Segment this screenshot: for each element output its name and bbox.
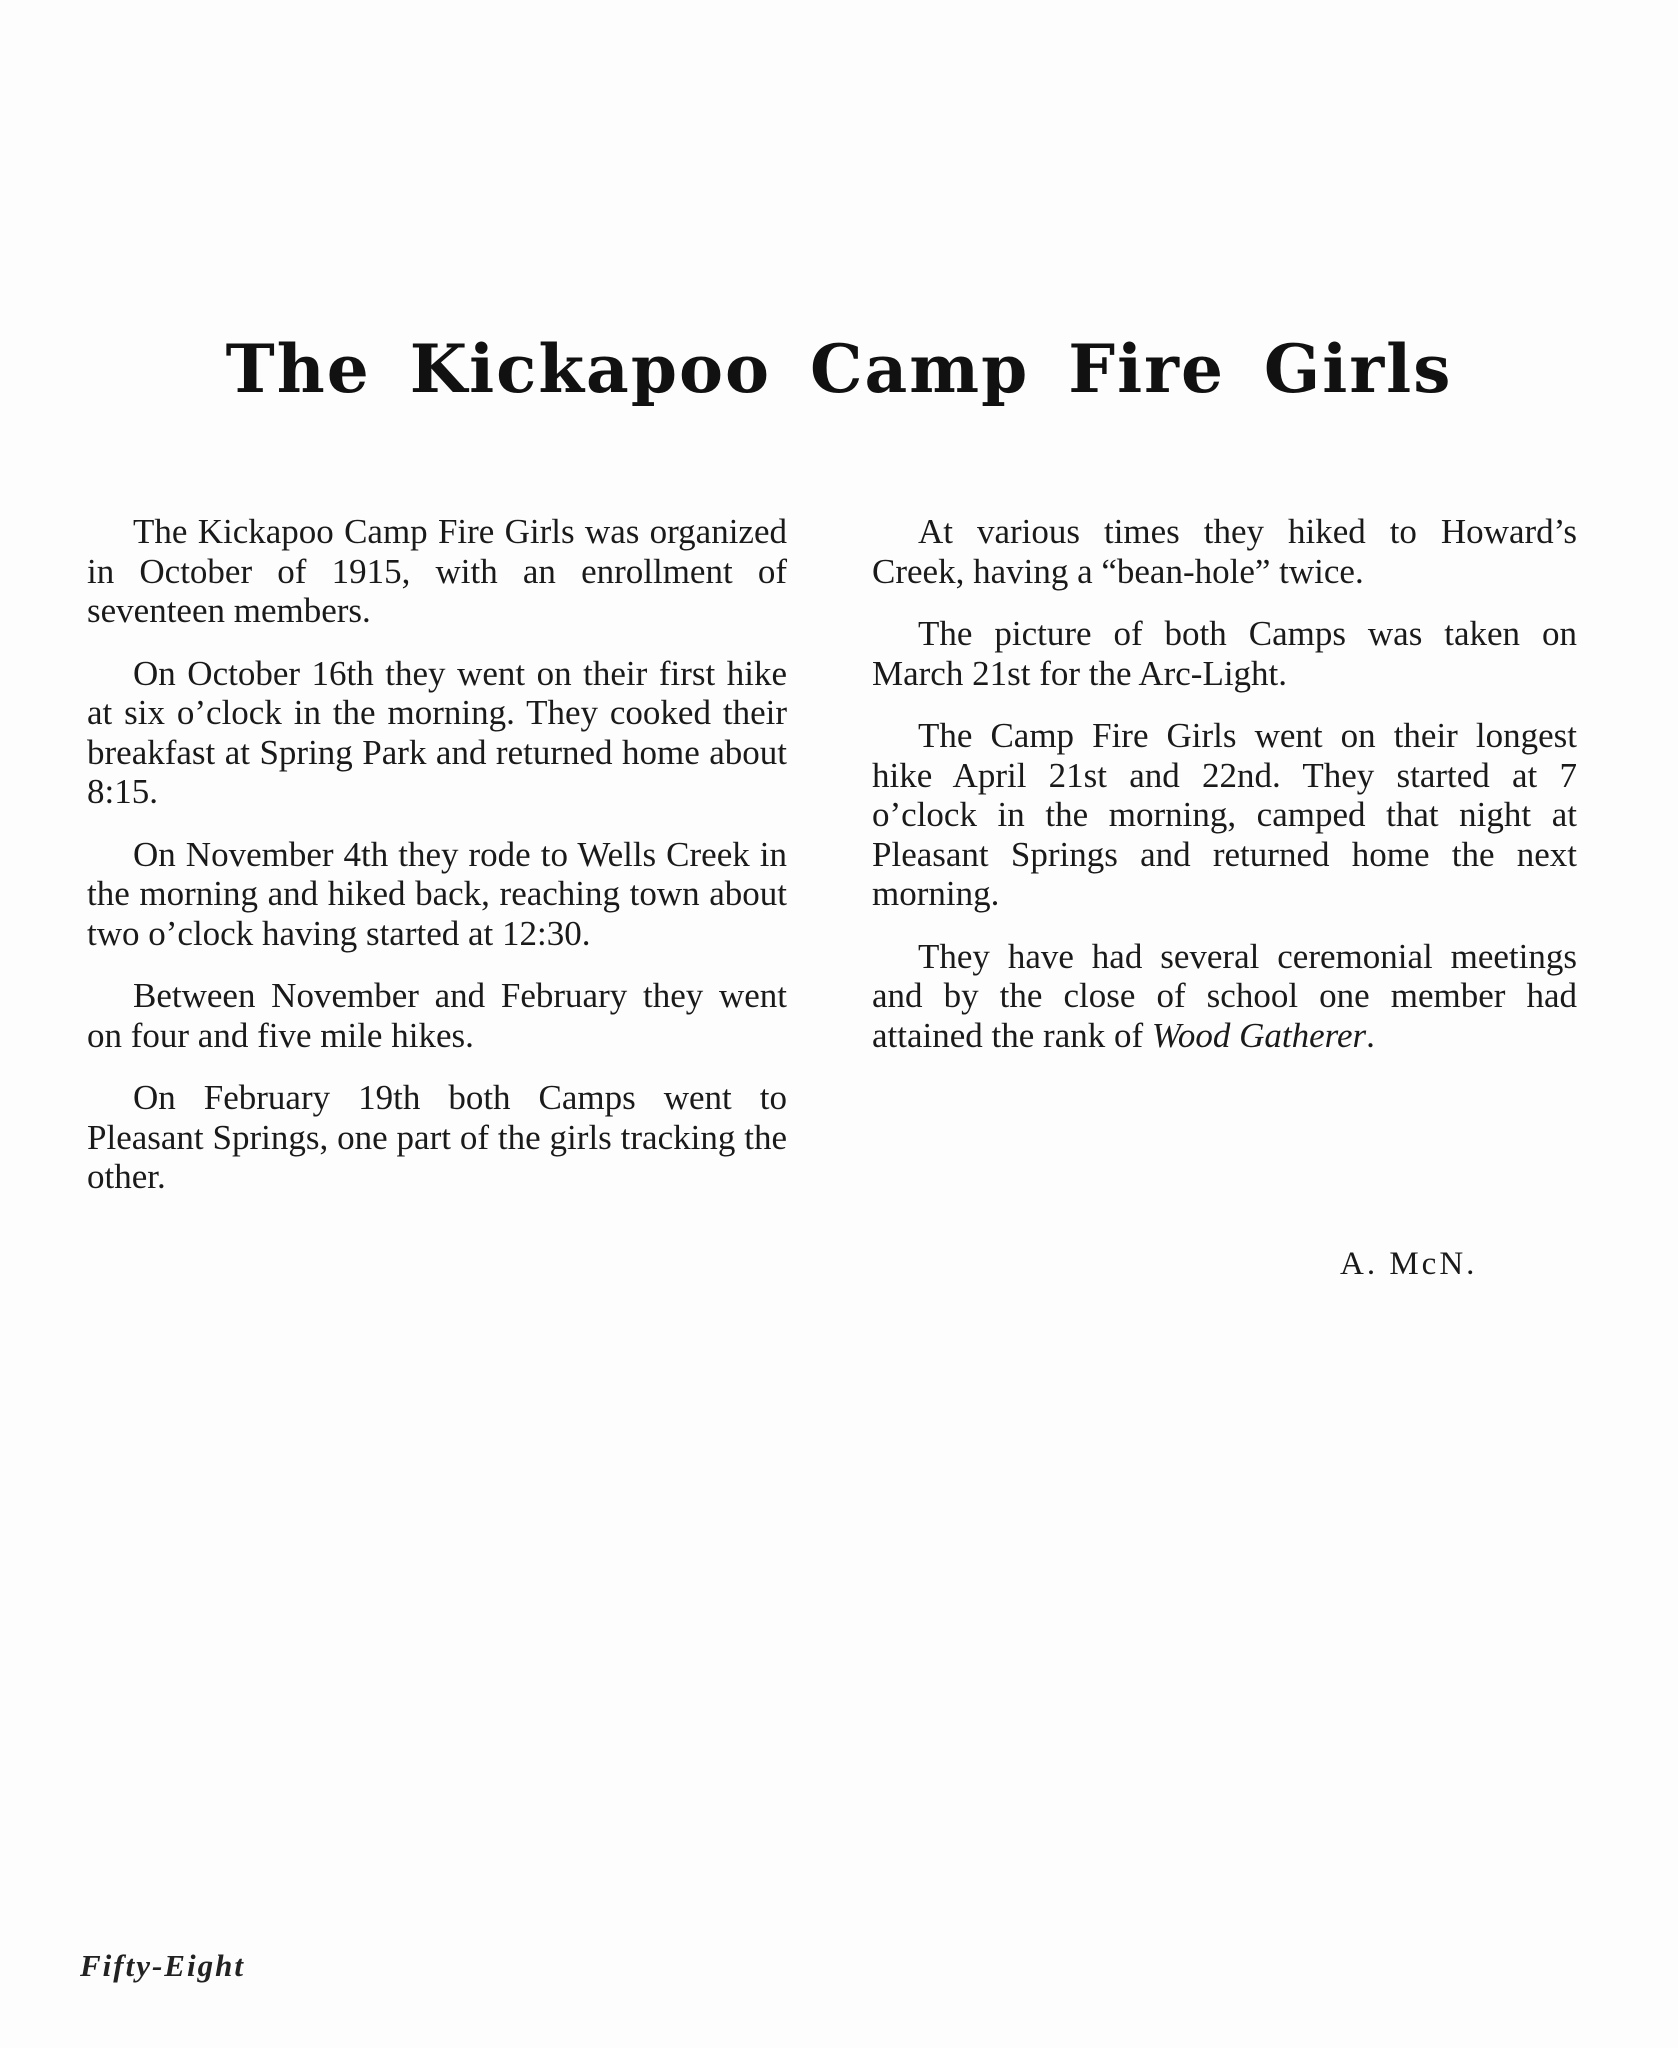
paragraph-wells-creek: On November 4th they rode to Wells Creek in the morning and hiked back, reaching town about two o’clock having started at 12:30.: [87, 834, 787, 953]
ceremonial-text: They have had several ceremonial meetings and by the close of school one member had attained the rank of: [872, 936, 1577, 1055]
article-title: The Kickapoo Camp Fire Girls: [225, 330, 1453, 408]
paragraph-organized: The Kickapoo Camp Fire Girls was organized in October of 1915, with an enrollment of seventeen members.: [87, 512, 787, 630]
left-column: [87, 512, 787, 1220]
right-column: [872, 512, 1577, 1078]
author-signature: A. McN.: [1340, 1246, 1478, 1282]
paragraph-longest-hike: The Camp Fire Girls went on their longest hike April 21st and 22nd. They started at 7 o’clock in the morning, camped that night at Pleasant Springs and returned home the next morning.: [872, 716, 1577, 913]
paragraph-winter-hikes: Between November and February they went on four and five mile hikes.: [87, 976, 787, 1055]
paragraph-pleasant-springs: On February 19th both Camps went to Pleasant Springs, one part of the girls tracking the other.: [87, 1078, 787, 1196]
paragraph-ceremonial: [872, 937, 1577, 1056]
rank-name: Wood Gatherer: [1151, 1015, 1367, 1055]
page-number: Fifty-Eight: [80, 1948, 245, 1983]
paragraph-first-hike: On October 16th they went on their first hike at six o’clock in the morning. They cooked their breakfast at Spring Park and returned home about 8:15.: [87, 653, 787, 811]
paragraph-camp-picture: The picture of both Camps was taken on March 21st for the Arc-Light.: [872, 614, 1577, 693]
paragraph-howards-creek: At various times they hiked to Howard’s Creek, having a “bean-hole” twice.: [872, 512, 1577, 591]
ceremonial-end: .: [1366, 1015, 1375, 1055]
